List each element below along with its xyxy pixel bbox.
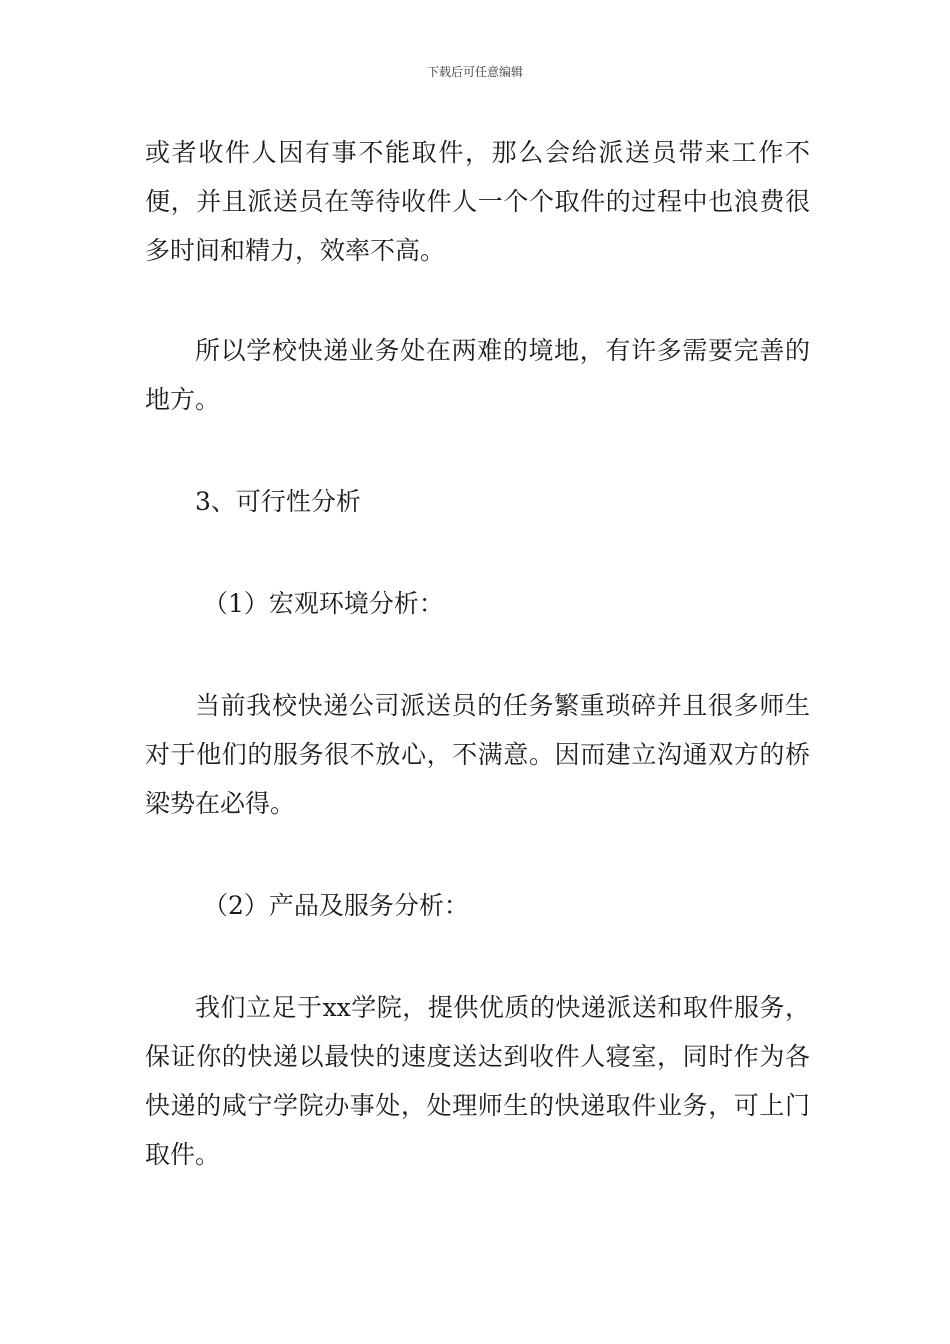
subheading-product-service: （2）产品及服务分析：	[203, 891, 469, 920]
subheading-macro-environment: （1）宏观环境分析：	[203, 589, 444, 618]
page-header-note: 下载后可任意编辑	[426, 65, 523, 79]
paragraph-product-service: 我们立足于xx学院，提供优质的快递派送和取件服务，保证你的快递以最快的速度送达到收件人寝室，同时作为各快递的咸宁学院办事处，处理师生的快递取件业务，可上门取件。	[145, 993, 810, 1169]
document-body	[145, 128, 810, 1179]
paragraph-continuation: 或者收件人因有事不能取件，那么会给派送员带来工作不便，并且派送员在等待收件人一个个取件的过程中也浪费很多时间和精力，效率不高。	[145, 138, 810, 265]
paragraph-macro-environment: 当前我校快递公司派送员的任务繁重琐碎并且很多师生对于他们的服务很不放心，不满意。因而建立沟通双方的桥梁势在必得。	[145, 691, 810, 818]
section-heading-feasibility: 3、可行性分析	[195, 487, 361, 516]
paragraph-dilemma: 所以学校快递业务处在两难的境地，有许多需要完善的地方。	[145, 336, 810, 414]
